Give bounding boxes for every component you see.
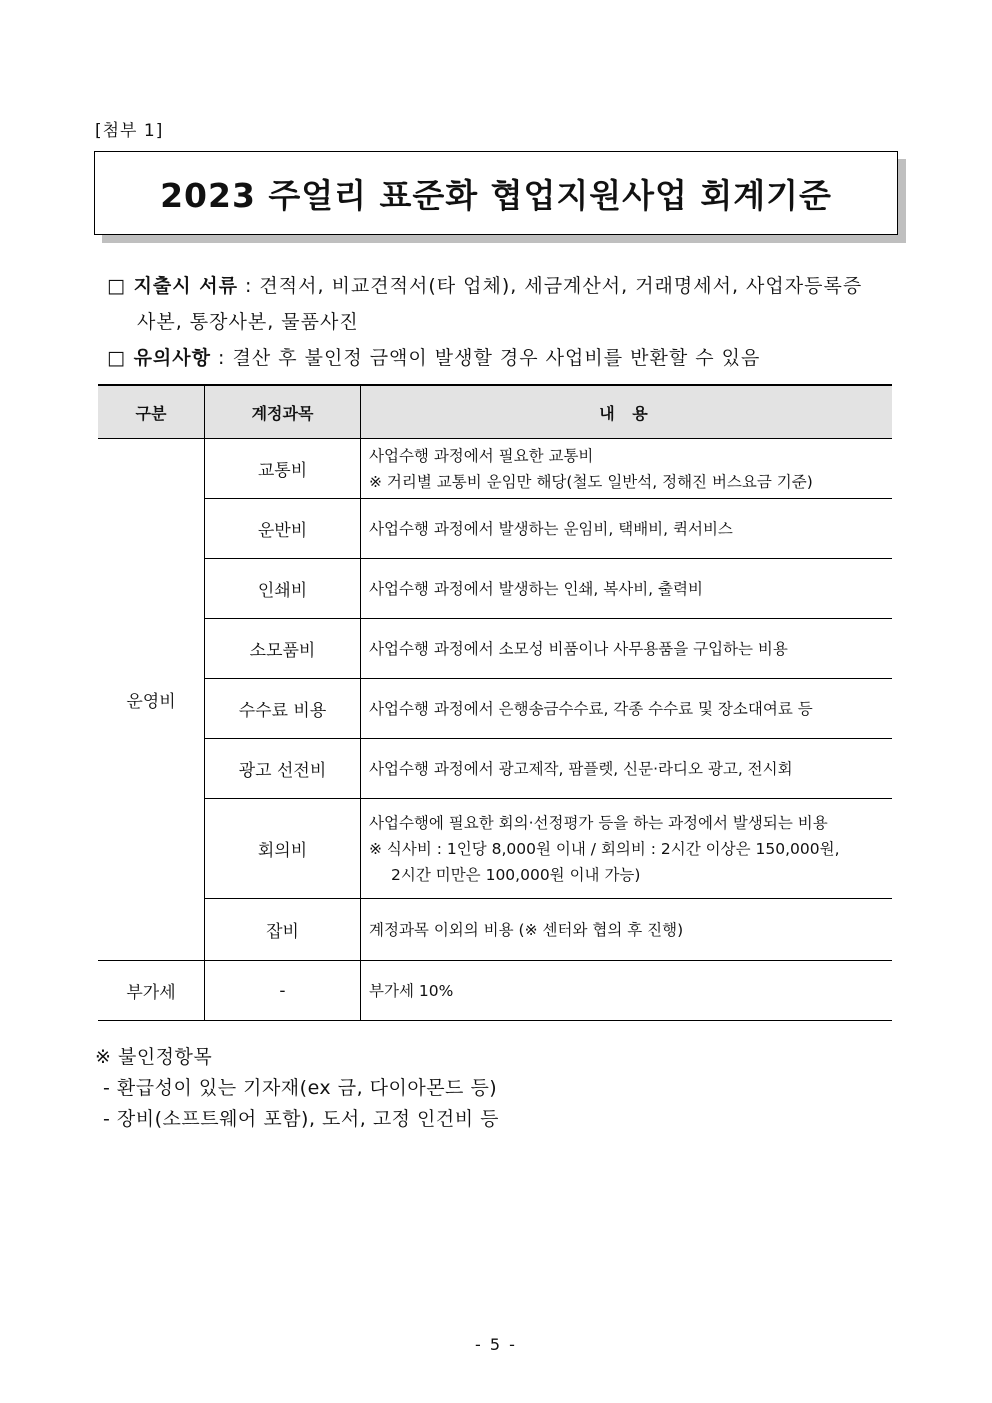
account-cell: 인쇄비 — [205, 559, 361, 619]
account-cell: 교통비 — [205, 439, 361, 499]
account-cell: 회의비 — [205, 799, 361, 899]
header-content: 내 용 — [361, 385, 893, 439]
table-row — [98, 679, 892, 739]
table-row — [98, 559, 892, 619]
disallowed-item: - 장비(소프트웨어 포함), 도서, 고정 인건비 등 — [103, 1108, 500, 1130]
content-cell — [361, 439, 893, 499]
table-row — [98, 439, 892, 499]
caution-line — [107, 343, 760, 370]
attachment-label: [첨부 1] — [95, 121, 164, 141]
accounting-table — [98, 384, 892, 1021]
table-row — [98, 899, 892, 961]
content-text: 사업수행 과정에서 필요한 교통비 — [369, 446, 594, 465]
content-note: ※ 거리별 교통비 운임만 해당(철도 일반석, 정해진 버스요금 기준) — [369, 472, 813, 491]
content-cell: 사업수행 과정에서 은행송금수수료, 각종 수수료 및 장소대여료 등 — [361, 679, 893, 739]
category-vat: 부가세 — [98, 961, 205, 1021]
caution-label: □ 유의사항 — [107, 347, 211, 369]
table-row — [98, 619, 892, 679]
table-row — [98, 961, 892, 1021]
account-cell: - — [205, 961, 361, 1021]
header-category: 구분 — [98, 385, 205, 439]
table-row — [98, 739, 892, 799]
account-cell: 소모품비 — [205, 619, 361, 679]
category-operating: 운영비 — [98, 439, 205, 961]
content-note: ※ 식사비 : 1인당 8,000원 이내 / 회의비 : 2시간 이상은 150,000원, — [369, 839, 840, 858]
content-note-continued: 2시간 미만은 100,000원 이내 가능) — [391, 865, 641, 884]
page-number: - 5 - — [475, 1335, 517, 1354]
required-docs-line — [107, 271, 862, 298]
required-docs-text: : 견적서, 비교견적서(타 업체), 세금계산서, 거래명세서, 사업자등록증 — [237, 275, 863, 297]
header-account: 계정과목 — [205, 385, 361, 439]
content-text: 사업수행에 필요한 회의·선정평가 등을 하는 과정에서 발생되는 비용 — [369, 813, 828, 832]
content-cell: 사업수행 과정에서 소모성 비품이나 사무용품을 구입하는 비용 — [361, 619, 893, 679]
account-cell: 잡비 — [205, 899, 361, 961]
disallowed-item: - 환급성이 있는 기자재(ex 금, 다이아몬드 등) — [103, 1077, 498, 1099]
disallowed-heading: ※ 불인정항목 — [95, 1046, 213, 1068]
account-cell: 운반비 — [205, 499, 361, 559]
title-box — [94, 151, 898, 235]
content-cell: 사업수행 과정에서 발생하는 인쇄, 복사비, 출력비 — [361, 559, 893, 619]
content-cell — [361, 799, 893, 899]
document-title: 2023 주얼리 표준화 협업지원사업 회계기준 — [160, 175, 832, 215]
content-cell: 계정과목 이외의 비용 (※ 센터와 협의 후 진행) — [361, 899, 893, 961]
table-header-row — [98, 385, 892, 439]
account-cell: 수수료 비용 — [205, 679, 361, 739]
required-docs-continued: 사본, 통장사본, 물품사진 — [137, 311, 359, 333]
content-cell: 사업수행 과정에서 광고제작, 팜플렛, 신문·라디오 광고, 전시회 — [361, 739, 893, 799]
table-row — [98, 799, 892, 899]
table-row — [98, 499, 892, 559]
content-cell: 사업수행 과정에서 발생하는 운임비, 택배비, 퀵서비스 — [361, 499, 893, 559]
required-docs-label: □ 지출시 서류 — [107, 275, 238, 297]
content-cell: 부가세 10% — [361, 961, 893, 1021]
account-cell: 광고 선전비 — [205, 739, 361, 799]
caution-text: : 결산 후 불인정 금액이 발생할 경우 사업비를 반환할 수 있음 — [210, 347, 761, 369]
